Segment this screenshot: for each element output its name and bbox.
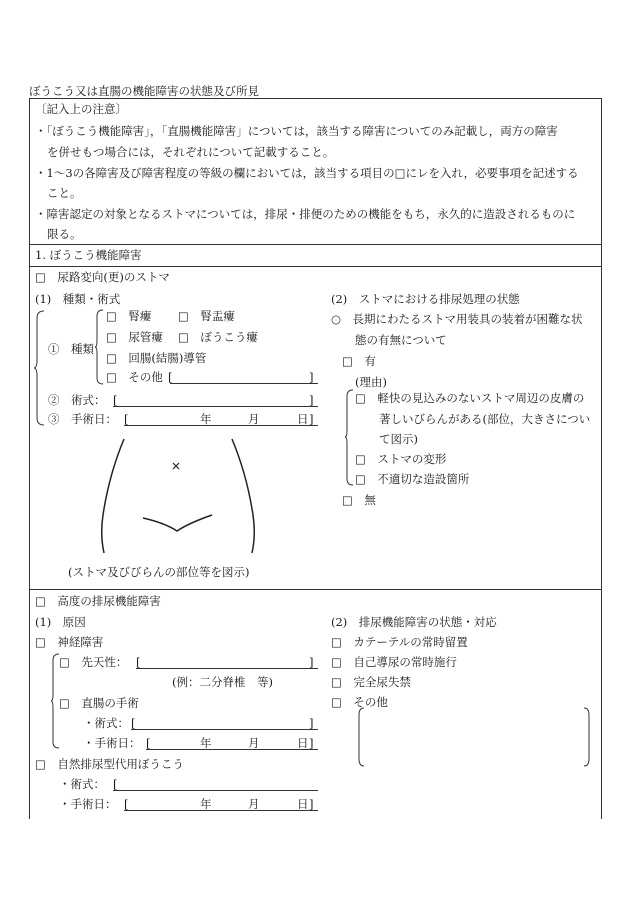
reason-erosion-line3: て図示) (379, 432, 418, 446)
note-2-line1: ・1〜3の各障害及び障害程度の等級の欄においては，該当する項目の□にレを入れ，必要事項を記述する (35, 166, 579, 180)
body-diagram (95, 435, 265, 560)
other-right-paren (583, 707, 591, 767)
surgery-date-label: ③ 手術日： (48, 412, 117, 426)
reason-erosion-line2: 著しいびらんがある(部位，大きさについ (379, 412, 591, 426)
kind-options-brace (94, 309, 104, 385)
cause-congenital[interactable]: □ 先天性： (59, 655, 128, 669)
state-heading: (2) 排尿機能障害の状態・対応 (331, 615, 497, 629)
other-underline[interactable] (170, 383, 318, 384)
question-line2: 態の有無について (355, 333, 447, 347)
natural-year-unit: 年 (200, 797, 212, 811)
congenital-close-bracket: ] (309, 655, 314, 669)
reason-label: (理由) (355, 375, 387, 389)
question-line1: ○ 長期にわたるストマ用装具の装着が困難な状 (331, 312, 583, 326)
note-1-line2: を併せもつ場合には，それぞれについて記載すること。 (47, 145, 335, 159)
congenital-open-bracket: [ (136, 655, 141, 669)
notes-heading: 〔記入上の注意〕 (35, 102, 127, 116)
natural-technique-underline[interactable] (113, 790, 318, 791)
cause-rectal-surgery[interactable]: □ 直腸の手術 (59, 696, 139, 710)
rectal-day-unit: 日 (297, 736, 309, 750)
other-open-bracket: [ (168, 370, 173, 384)
natural-month-unit: 月 (248, 797, 260, 811)
other-close-bracket: ] (309, 370, 314, 384)
note-1-line1: ・「ぼうこう機能障害」，「直腸機能障害」については，該当する障害についてのみ記載し，両方の障害 (35, 124, 558, 138)
rectal-technique-open: [ (131, 716, 136, 730)
month-unit: 月 (248, 412, 260, 426)
option-ureter[interactable]: □ 尿管瘻 (106, 330, 163, 344)
natural-date-close: ] (309, 797, 314, 811)
note-3-line2: 限る。 (47, 227, 82, 241)
reason-brace (344, 389, 354, 486)
reason-deformation[interactable]: □ ストマの変形 (355, 452, 447, 466)
cause-natural-bladder[interactable]: □ 自然排尿型代用ぼうこう (35, 757, 184, 771)
rectal-date-close: ] (309, 736, 314, 750)
day-unit: 日 (297, 412, 309, 426)
natural-day-unit: 日 (297, 797, 309, 811)
state-other[interactable]: □ その他 (331, 695, 388, 709)
option-ileal-conduit[interactable]: □ 回腸(結腸)導管 (106, 351, 207, 365)
kind-label: ① 種類 (48, 342, 94, 356)
option-kidney[interactable]: □ 腎瘻 (106, 309, 152, 323)
congenital-example: (例：二分脊椎 等) (172, 675, 273, 689)
drainage-heading: (2) ストマにおける排尿処理の状態 (331, 292, 520, 306)
technique-underline[interactable] (113, 406, 318, 407)
divider-dysfunction (29, 589, 602, 590)
answer-yes[interactable]: □ 有 (342, 354, 376, 368)
rectal-technique-label: ・術式： (83, 716, 129, 730)
other-left-paren (357, 707, 365, 767)
state-self-cath[interactable]: □ 自己導尿の常時施行 (331, 655, 457, 669)
natural-date-underline[interactable] (124, 810, 318, 811)
rectal-technique-underline[interactable] (131, 729, 318, 730)
divider-section-heading (29, 266, 602, 267)
natural-technique-label: ・術式： (59, 777, 105, 791)
year-unit: 年 (200, 412, 212, 426)
natural-technique-open: [ (113, 777, 118, 791)
stoma-checkbox[interactable]: □ 尿路変向(更)のストマ (35, 270, 170, 284)
rectal-year-unit: 年 (200, 736, 212, 750)
outer-brace (33, 310, 45, 426)
state-catheter[interactable]: □ カテーテルの常時留置 (331, 635, 468, 649)
option-bladder[interactable]: □ ぼうこう瘻 (178, 330, 258, 344)
rectal-date-open: [ (146, 736, 151, 750)
page-title: ぼうこう又は直腸の機能障害の状態及び所見 (29, 84, 259, 98)
rectal-date-underline[interactable] (146, 749, 318, 750)
natural-date-label: ・手術日： (59, 797, 117, 811)
dysfunction-checkbox[interactable]: □ 高度の排尿機能障害 (35, 594, 161, 608)
surgery-open-bracket: [ (124, 412, 129, 426)
technique-open-bracket: [ (113, 393, 118, 407)
stoma-type-heading: (1) 種類・術式 (35, 292, 121, 306)
technique-close-bracket: ] (309, 393, 314, 407)
note-2-line2: こと。 (47, 186, 82, 200)
surgery-close-bracket: ] (309, 412, 314, 426)
section1-heading: 1. ぼうこう機能障害 (35, 248, 142, 262)
answer-no[interactable]: □ 無 (342, 493, 376, 507)
reason-erosion-line1[interactable]: □ 軽快の見込みのないストマ周辺の皮膚の (355, 391, 585, 405)
rectal-date-label: ・手術日： (83, 736, 141, 750)
cause-heading: (1) 原因 (35, 615, 86, 629)
technique-label: ② 術式： (48, 393, 106, 407)
rectal-month-unit: 月 (248, 736, 260, 750)
state-incontinence[interactable]: □ 完全尿失禁 (331, 675, 411, 689)
divider-notes (29, 244, 602, 245)
rectal-technique-close: ] (309, 716, 314, 730)
note-3-line1: ・障害認定の対象となるストマについては，排尿・排便のための機能をもち，永久的に造設されるものに (35, 207, 576, 221)
reason-improper-site[interactable]: □ 不適切な造設箇所 (355, 472, 470, 486)
option-renal-pelvis[interactable]: □ 腎盂瘻 (178, 309, 235, 323)
cause-neuro[interactable]: □ 神経障害 (35, 635, 104, 649)
natural-date-open: [ (124, 797, 129, 811)
option-other[interactable]: □ その他 (106, 370, 163, 384)
congenital-underline[interactable] (136, 668, 318, 669)
surgery-date-underline[interactable] (124, 425, 318, 426)
diagram-caption: (ストマ及びびらんの部位等を図示) (68, 565, 250, 579)
